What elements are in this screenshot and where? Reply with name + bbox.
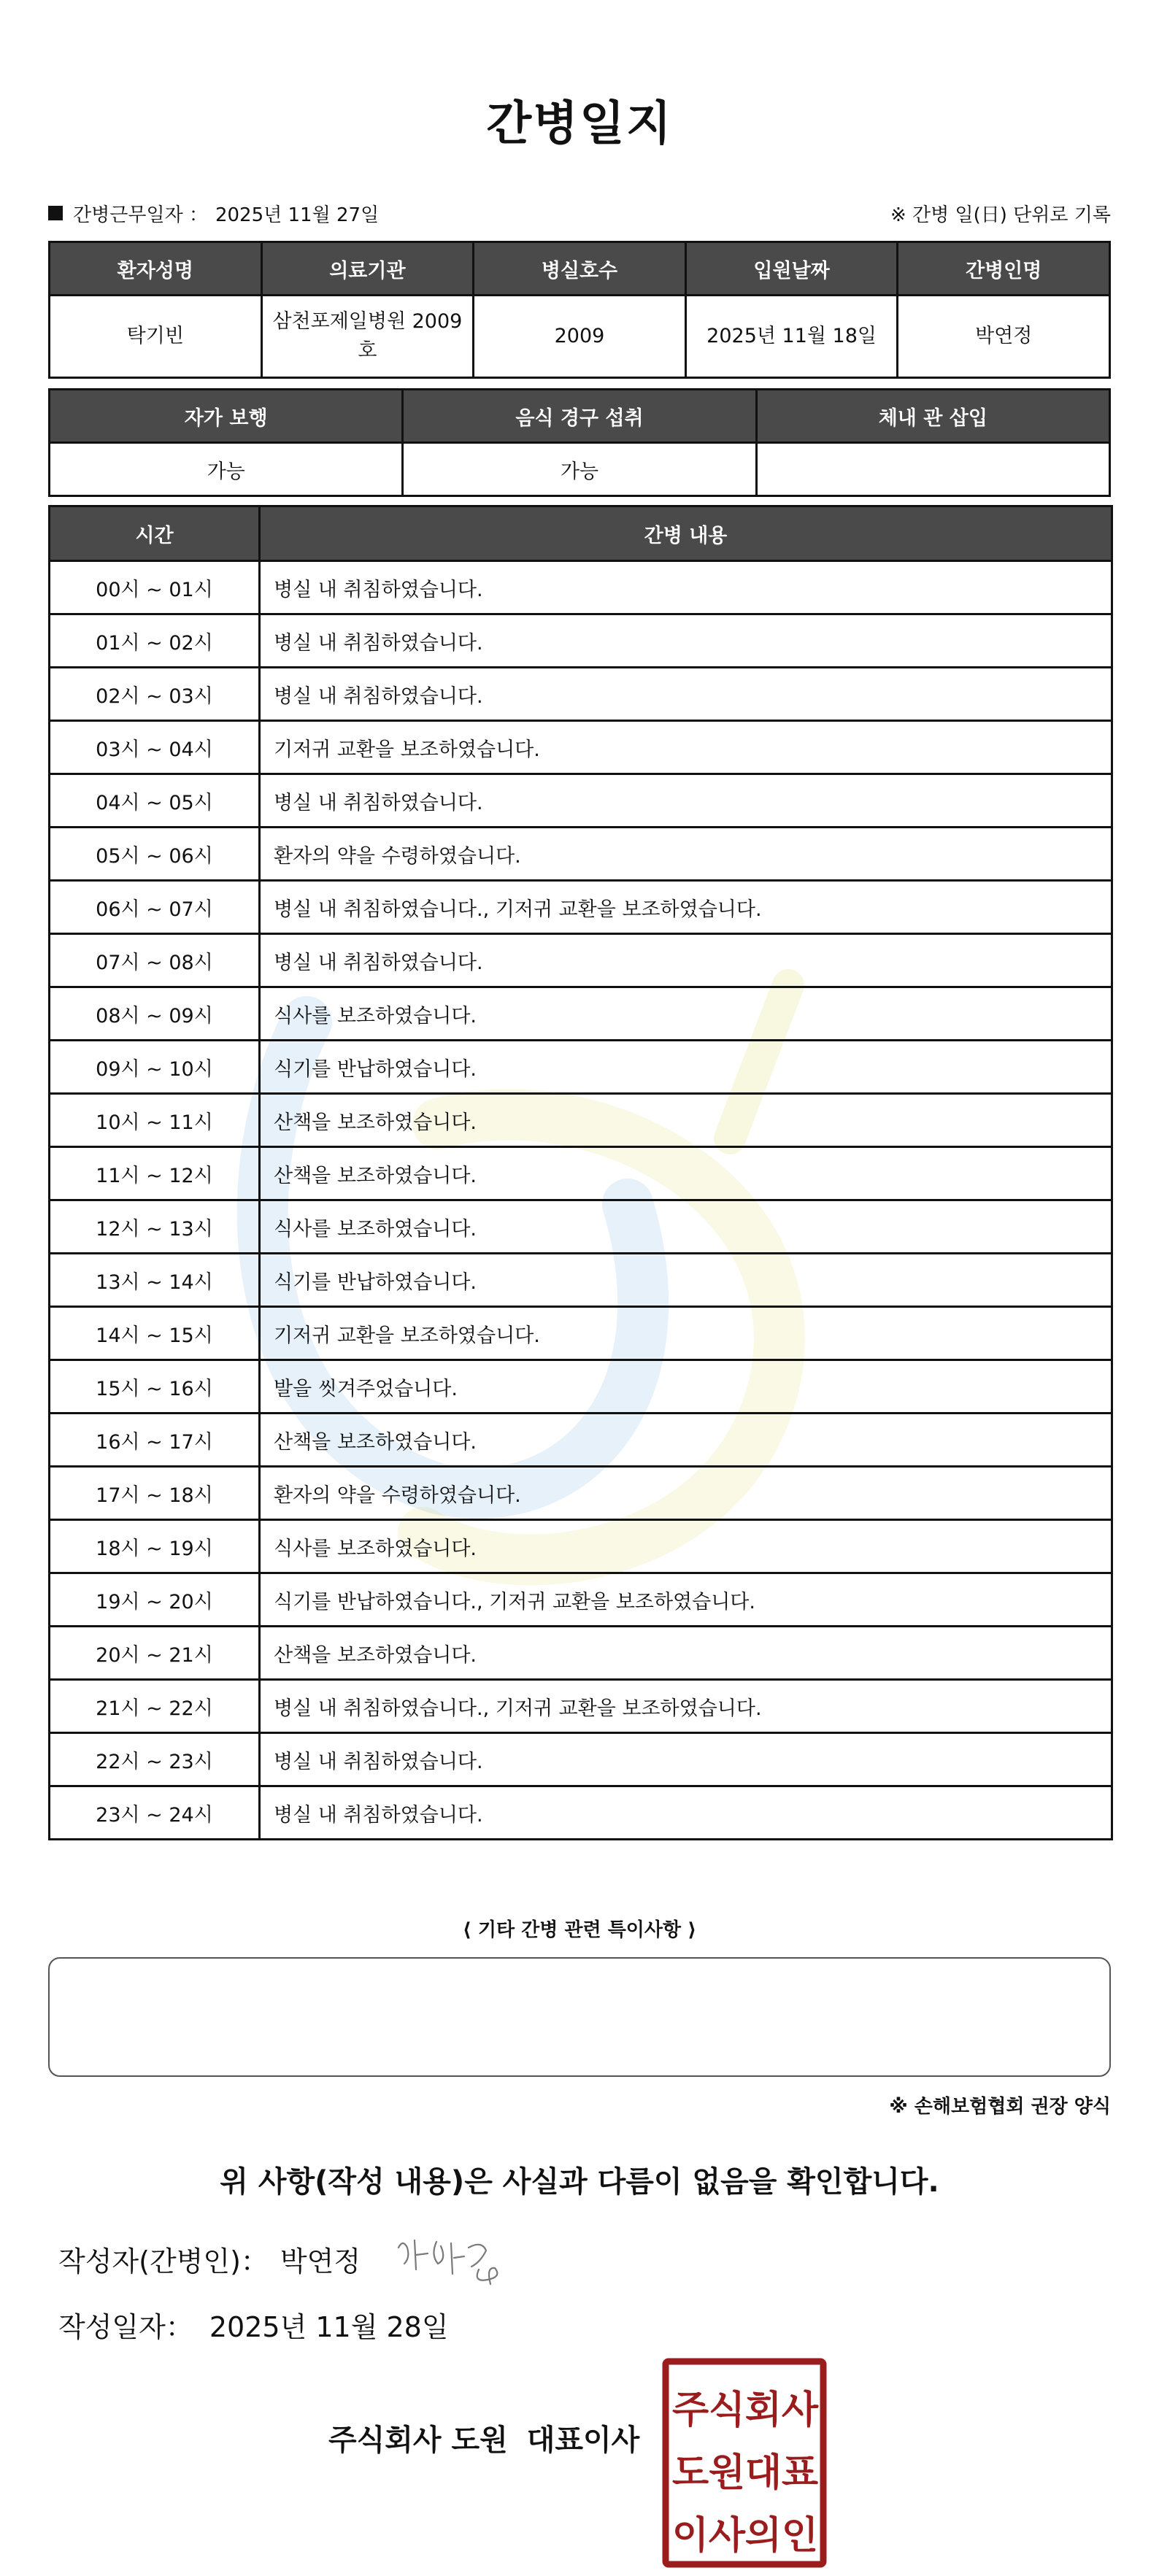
log-time: 03시 ~ 04시 xyxy=(50,721,260,774)
log-content: 산책을 보조하였습니다. xyxy=(260,1627,1112,1680)
table-row xyxy=(50,1467,1112,1520)
log-content: 병실 내 취침하였습니다. xyxy=(260,1786,1112,1840)
header-time: 시간 xyxy=(50,506,260,561)
header-patient-name: 환자성명 xyxy=(50,242,262,296)
log-time: 02시 ~ 03시 xyxy=(50,668,260,721)
header-oral-intake: 음식 경구 섭취 xyxy=(403,390,756,443)
table-header-row xyxy=(50,242,1110,296)
table-row xyxy=(50,1627,1112,1680)
log-content: 병실 내 취침하였습니다. xyxy=(260,1733,1112,1786)
table-row xyxy=(50,774,1112,828)
seal-character: 표 xyxy=(781,2451,819,2495)
confirmation-statement: 위 사항(작성 내용)은 사실과 다름이 없음을 확인합니다. xyxy=(220,2165,939,2199)
self-walking-value: 가능 xyxy=(50,443,403,496)
table-row xyxy=(50,1573,1112,1627)
log-time: 21시 ~ 22시 xyxy=(50,1680,260,1733)
log-content: 기저귀 교환을 보조하였습니다. xyxy=(260,721,1112,774)
table-row xyxy=(50,1094,1112,1147)
log-time: 07시 ~ 08시 xyxy=(50,934,260,987)
log-time: 11시 ~ 12시 xyxy=(50,1147,260,1200)
log-time: 12시 ~ 13시 xyxy=(50,1200,260,1254)
log-time: 14시 ~ 15시 xyxy=(50,1307,260,1360)
author-label: 작성자(간병인)： xyxy=(58,2245,269,2278)
meta-row xyxy=(48,198,1111,228)
log-content: 산책을 보조하였습니다. xyxy=(260,1147,1112,1200)
log-content: 병실 내 취침하였습니다., 기저귀 교환을 보조하였습니다. xyxy=(260,1680,1112,1733)
seal-character: 원 xyxy=(708,2451,746,2495)
remarks-box xyxy=(48,1957,1111,2077)
log-time: 17시 ~ 18시 xyxy=(50,1467,260,1520)
log-time: 20시 ~ 21시 xyxy=(50,1627,260,1680)
log-time: 10시 ~ 11시 xyxy=(50,1094,260,1147)
log-content: 환자의 약을 수령하였습니다. xyxy=(260,1467,1112,1520)
table-row xyxy=(50,881,1112,934)
seal-character: 인 xyxy=(781,2514,819,2558)
table-row xyxy=(50,1733,1112,1786)
seal-character: 식 xyxy=(708,2388,746,2432)
log-content: 병실 내 취침하였습니다. xyxy=(260,934,1112,987)
table-row xyxy=(50,828,1112,881)
seal-character: 사 xyxy=(781,2388,819,2432)
remarks-title: ⟨ 기타 간병 관련 특이사항 ⟩ xyxy=(462,1919,697,1941)
header-room: 병실호수 xyxy=(474,242,686,296)
table-row xyxy=(50,668,1112,721)
log-content: 식사를 보조하였습니다. xyxy=(260,1520,1112,1573)
log-time: 23시 ~ 24시 xyxy=(50,1786,260,1840)
log-time: 16시 ~ 17시 xyxy=(50,1414,260,1467)
header-caregiver: 간병인명 xyxy=(898,242,1110,296)
work-date xyxy=(48,200,379,227)
log-content: 식사를 보조하였습니다. xyxy=(260,1200,1112,1254)
company-seal xyxy=(661,2357,828,2569)
form-source-note: ※ 손해보험협회 권장 양식 xyxy=(889,2096,1111,2118)
seal-character: 의 xyxy=(744,2514,782,2558)
tube-insertion-value xyxy=(756,443,1109,496)
log-time: 19시 ~ 20시 xyxy=(50,1573,260,1627)
table-row xyxy=(50,614,1112,668)
table-row xyxy=(50,1680,1112,1733)
log-time: 00시 ~ 01시 xyxy=(50,561,260,614)
table-row xyxy=(50,1360,1112,1414)
log-content: 병실 내 취침하였습니다. xyxy=(260,774,1112,828)
log-time: 05시 ~ 06시 xyxy=(50,828,260,881)
table-row xyxy=(50,934,1112,987)
work-date-label: 간병근무일자 ： xyxy=(73,204,208,226)
author-line xyxy=(58,2239,361,2279)
table-row xyxy=(50,1520,1112,1573)
log-content: 발을 씻겨주었습니다. xyxy=(260,1360,1112,1414)
table-header-row xyxy=(50,506,1112,561)
log-body xyxy=(50,561,1112,1840)
table-header-row xyxy=(50,390,1110,443)
author-name: 박연정 xyxy=(280,2245,361,2278)
header-hospital: 의료기관 xyxy=(261,242,474,296)
log-time: 01시 ~ 02시 xyxy=(50,614,260,668)
table-row xyxy=(50,721,1112,774)
header-self-walking: 자가 보행 xyxy=(50,390,403,443)
table-row xyxy=(50,1307,1112,1360)
log-time: 13시 ~ 14시 xyxy=(50,1254,260,1307)
log-time: 15시 ~ 16시 xyxy=(50,1360,260,1414)
log-content: 산책을 보조하였습니다. xyxy=(260,1094,1112,1147)
patient-status-table xyxy=(48,388,1111,497)
header-care-content: 간병 내용 xyxy=(260,506,1112,561)
table-row xyxy=(50,1200,1112,1254)
log-content: 기저귀 교환을 보조하였습니다. xyxy=(260,1307,1112,1360)
admission-date: 2025년 11월 18일 xyxy=(685,296,898,378)
log-content: 식기를 반납하였습니다. xyxy=(260,1254,1112,1307)
log-content: 식기를 반납하였습니다., 기저귀 교환을 보조하였습니다. xyxy=(260,1573,1112,1627)
log-content: 식사를 보조하였습니다. xyxy=(260,987,1112,1041)
log-content: 산책을 보조하였습니다. xyxy=(260,1414,1112,1467)
table-row xyxy=(50,561,1112,614)
written-date-line xyxy=(58,2305,449,2345)
written-date-label: 작성일자： xyxy=(58,2311,193,2343)
table-row xyxy=(50,443,1110,496)
log-time: 22시 ~ 23시 xyxy=(50,1733,260,1786)
table-row xyxy=(50,1147,1112,1200)
log-content: 식기를 반납하였습니다. xyxy=(260,1041,1112,1094)
seal-character: 주 xyxy=(671,2388,709,2432)
log-time: 18시 ~ 19시 xyxy=(50,1520,260,1573)
company-signature xyxy=(328,2417,639,2459)
log-time: 09시 ~ 10시 xyxy=(50,1041,260,1094)
document-title: 간병일지 xyxy=(486,97,673,151)
table-row xyxy=(50,1254,1112,1307)
company-role: 대표이사 xyxy=(526,2423,640,2457)
log-content: 환자의 약을 수령하였습니다. xyxy=(260,828,1112,881)
table-row xyxy=(50,296,1110,378)
oral-intake-value: 가능 xyxy=(403,443,756,496)
table-row xyxy=(50,1041,1112,1094)
log-time: 08시 ~ 09시 xyxy=(50,987,260,1041)
table-row xyxy=(50,1786,1112,1840)
seal-character: 이 xyxy=(671,2514,709,2558)
log-content: 병실 내 취침하였습니다. xyxy=(260,614,1112,668)
work-date-value: 2025년 11월 27일 xyxy=(215,204,380,226)
hourly-care-log-table xyxy=(48,505,1113,1840)
room-number: 2009 xyxy=(474,296,686,378)
record-unit-note: ※ 간병 일(日) 단위로 기록 xyxy=(890,204,1111,226)
written-date-value: 2025년 11월 28일 xyxy=(209,2311,449,2343)
header-admission-date: 입원날짜 xyxy=(685,242,898,296)
log-time: 04시 ~ 05시 xyxy=(50,774,260,828)
caregiver-name: 박연정 xyxy=(898,296,1110,378)
square-bullet-icon xyxy=(48,206,63,220)
patient-name: 탁기빈 xyxy=(50,296,262,378)
seal-character: 사 xyxy=(708,2514,746,2558)
log-content: 병실 내 취침하였습니다. xyxy=(260,668,1112,721)
handwritten-signature xyxy=(393,2226,524,2291)
seal-character: 도 xyxy=(671,2451,709,2495)
log-time: 06시 ~ 07시 xyxy=(50,881,260,934)
table-row xyxy=(50,1414,1112,1467)
table-row xyxy=(50,987,1112,1041)
seal-character: 대 xyxy=(744,2451,782,2495)
log-content: 병실 내 취침하였습니다. xyxy=(260,561,1112,614)
log-content: 병실 내 취침하였습니다., 기저귀 교환을 보조하였습니다. xyxy=(260,881,1112,934)
company-name: 주식회사 도원 xyxy=(328,2423,508,2457)
patient-info-table xyxy=(48,241,1111,379)
hospital: 삼천포제일병원 2009호 xyxy=(261,296,474,378)
header-tube-insertion: 체내 관 삽입 xyxy=(756,390,1109,443)
seal-character: 회 xyxy=(744,2388,782,2432)
